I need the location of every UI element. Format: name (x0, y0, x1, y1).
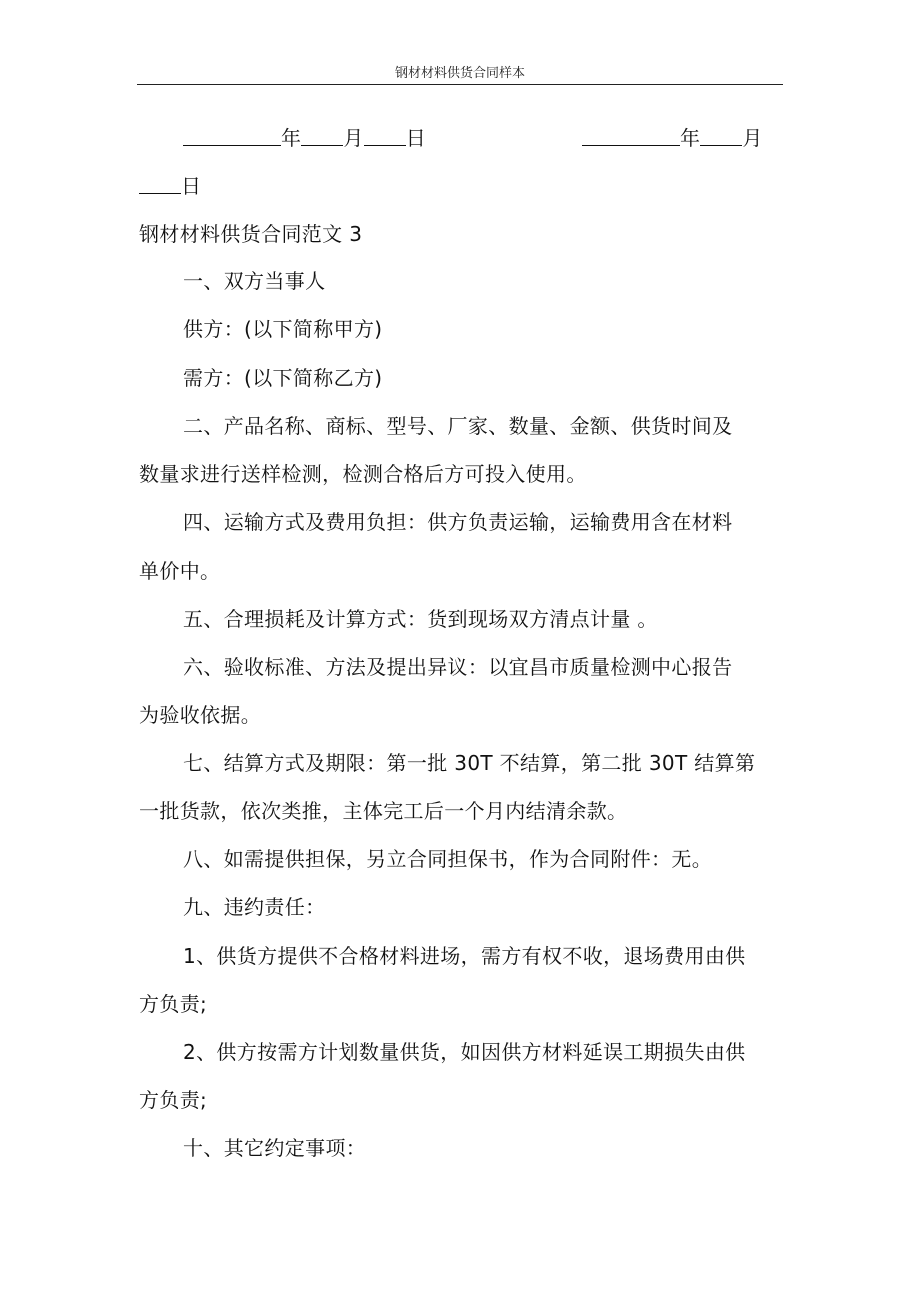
day-label-left: 日 (405, 126, 427, 150)
date-line-right-day (139, 172, 201, 200)
paragraph-product-line-2: 数量求进行送样检测，检测合格后方可投入使用。 (139, 462, 587, 486)
year-label-right: 年 (680, 126, 701, 150)
paragraph-transport-line-1: 四、运输方式及费用负担：供方负责运输，运输费用含在材料 (183, 510, 733, 534)
month-label-left: 月 (343, 126, 364, 150)
year-label-left: 年 (281, 126, 302, 150)
paragraph-liability-1-line-2: 方负责; (139, 992, 208, 1016)
year-blank-right (582, 124, 680, 146)
paragraph-guarantee: 八、如需提供担保，另立合同担保书，作为合同附件：无。 (183, 847, 713, 871)
paragraph-liability-2-line-2: 方负责; (139, 1088, 208, 1112)
paragraph-acceptance-line-1: 六、验收标准、方法及提出异议：以宜昌市质量检测中心报告 (183, 655, 733, 679)
month-blank-right (700, 124, 742, 146)
paragraph-liability-1-line-1: 1、供货方提供不合格材料进场，需方有权不收，退场费用由供 (183, 944, 746, 968)
paragraph-settlement-line-2: 一批货款，依次类推，主体完工后一个月内结清余款。 (139, 799, 628, 823)
paragraph-settlement-line-1: 七、结算方式及期限：第一批 30T 不结算，第二批 30T 结算第 (183, 751, 756, 775)
month-label-right: 月 (742, 126, 763, 150)
paragraph-other-matters: 十、其它约定事项： (183, 1136, 367, 1160)
paragraph-parties: 一、双方当事人 (183, 269, 326, 293)
day-label-right: 日 (181, 174, 202, 198)
day-blank-right (139, 172, 181, 194)
section-title: 钢材材料供货合同范文 3 (139, 222, 363, 246)
date-line-left (183, 124, 426, 152)
paragraph-supplier: 供方：(以下简称甲方) (183, 317, 383, 341)
month-blank-left (301, 124, 343, 146)
paragraph-product-line-1: 二、产品名称、商标、型号、厂家、数量、金额、供货时间及 (183, 414, 733, 438)
paragraph-liability-2-line-1: 2、供方按需方计划数量供货，如因供方材料延误工期损失由供 (183, 1040, 746, 1064)
header-divider (137, 84, 783, 85)
paragraph-transport-line-2: 单价中。 (139, 559, 221, 583)
day-blank-left (364, 124, 406, 146)
paragraph-liability: 九、违约责任： (183, 895, 326, 919)
page-header-title: 钢材材料供货合同样本 (394, 66, 525, 81)
paragraph-buyer: 需方：(以下简称乙方) (183, 366, 383, 390)
paragraph-acceptance-line-2: 为验收依据。 (139, 703, 262, 727)
date-line-right (582, 124, 763, 152)
year-blank-left (183, 124, 281, 146)
paragraph-loss: 五、合理损耗及计算方式：货到现场双方清点计量 。 (183, 607, 658, 631)
